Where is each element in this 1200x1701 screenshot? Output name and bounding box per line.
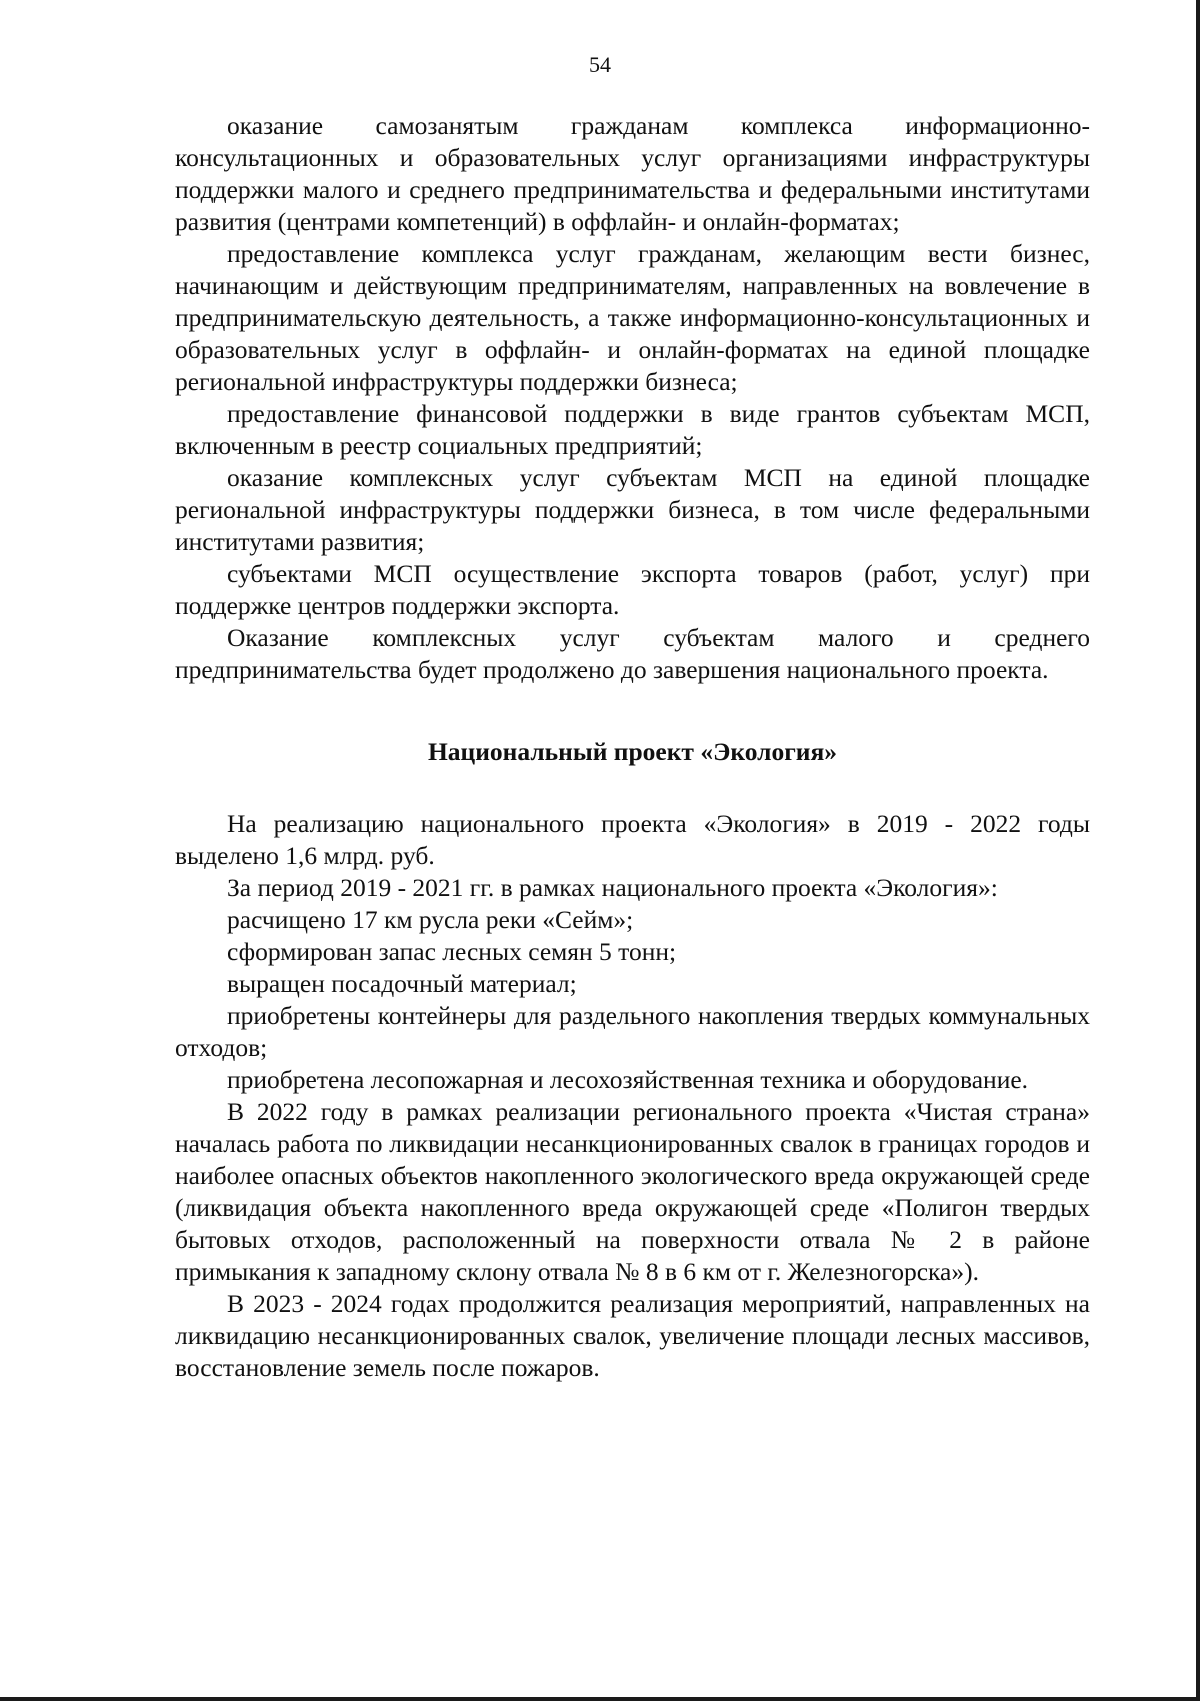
paragraph: субъектами МСП осуществление экспорта товаров (работ, услуг) при поддержке центров поддержки экспорта. — [175, 559, 1090, 620]
paragraph: На реализацию национального проекта «Экология» в 2019 - 2022 годы выделено 1,6 млрд. руб. — [175, 809, 1090, 870]
list-item: расчищено 17 км русла реки «Сейм»; — [227, 905, 634, 934]
scan-edge-bottom — [0, 1697, 1200, 1701]
scan-edge-right — [1196, 0, 1200, 1701]
section-heading: Национальный проект «Экология» — [427, 737, 838, 766]
list-item: приобретены контейнеры для раздельного накопления твердых коммунальных отходов; — [175, 1001, 1090, 1062]
document-body — [175, 110, 1090, 1384]
paragraph: предоставление комплекса услуг гражданам, желающим вести бизнес, начинающим и действующим предпринимателям, направленных на вовлечение в предпринимательскую деятельность, а также информационно-консультационных и образовательных услуг в оффлайн- и онлайн-форматах на единой площадке региональной инфраструктуры поддержки бизнеса; — [175, 239, 1090, 396]
paragraph: В 2022 году в рамках реализации регионального проекта «Чистая страна» началась работа по ликвидации несанкционированных свалок в границах городов и наиболее опасных объектов накопленного экологического вреда окружающей среде (ликвидация объекта накопленного вреда окружающей среде «Полигон твердых бытовых отходов, расположенный на поверхности отвала № 2 в районе примыкания к западному склону отвала № 8 в 6 км от г. Железногорска»). — [175, 1097, 1090, 1286]
paragraph: оказание комплексных услуг субъектам МСП на единой площадке региональной инфраструктуры поддержки бизнеса, в том числе федеральными институтами развития; — [175, 463, 1090, 556]
paragraph: В 2023 - 2024 годах продолжится реализация мероприятий, направленных на ликвидацию несанкционированных свалок, увеличение площади лесных массивов, восстановление земель после пожаров. — [175, 1289, 1090, 1382]
list-item: сформирован запас лесных семян 5 тонн; — [227, 937, 677, 966]
paragraph: предоставление финансовой поддержки в виде грантов субъектам МСП, включенным в реестр социальных предприятий; — [175, 399, 1090, 460]
page-number: 54 — [589, 52, 611, 77]
paragraph: Оказание комплексных услуг субъектам малого и среднего предпринимательства будет продолжено до завершения национального проекта. — [175, 623, 1090, 684]
list-item: выращен посадочный материал; — [227, 969, 577, 998]
paragraph: За период 2019 - 2021 гг. в рамках национального проекта «Экология»: — [227, 873, 998, 902]
paragraph: оказание самозанятым гражданам комплекса информационно-консультационных и образовательных услуг организациями инфраструктуры поддержки малого и среднего предпринимательства и федеральными институтами развития (центрами компетенций) в оффлайн- и онлайн-форматах; — [175, 111, 1090, 236]
list-item: приобретена лесопожарная и лесохозяйственная техника и оборудование. — [227, 1065, 1029, 1094]
